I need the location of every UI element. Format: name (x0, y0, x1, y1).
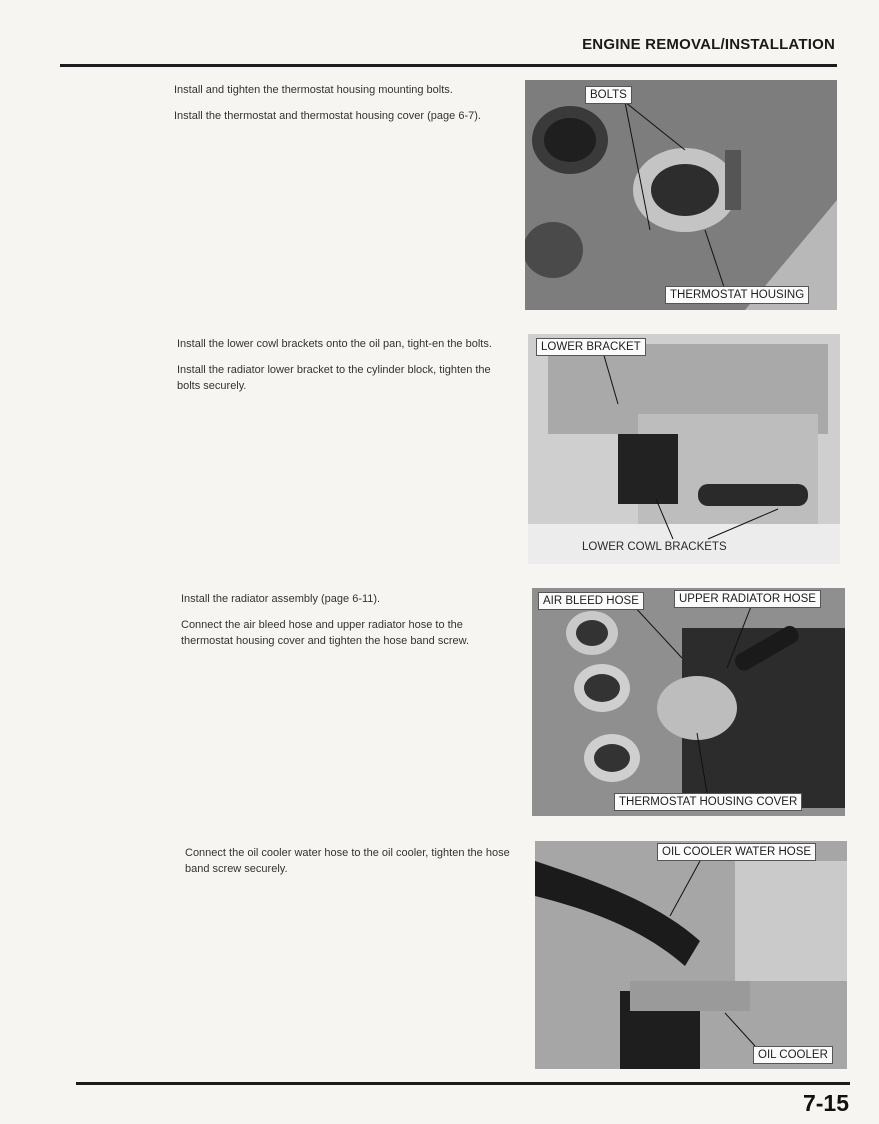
callout-thermostat-housing-cover: THERMOSTAT HOUSING COVER (614, 793, 802, 811)
step-2-paragraph-1: Install the lower cowl brackets onto the oil pan, tight-en the bolts. (177, 338, 492, 350)
photo-thermostat-housing (525, 80, 837, 310)
header-rule (60, 64, 837, 67)
step-4-text (185, 845, 519, 887)
step-1-paragraph-2: Install the thermostat and thermostat housing cover (page 6-7). (174, 110, 481, 122)
page-number: 7-15 (802, 1090, 849, 1116)
photo-radiator-hoses (532, 588, 845, 816)
step-4-paragraph-1: Connect the oil cooler water hose to the oil cooler, tighten the hose band screw securely. (185, 847, 510, 875)
photo-thermostat-housing-drawing (525, 80, 837, 310)
step-2-paragraph-2: Install the radiator lower bracket to the cylinder block, tighten the bolts securely. (177, 364, 491, 392)
callout-air-bleed-hose: AIR BLEED HOSE (538, 592, 644, 610)
step-3-paragraph-2: Connect the air bleed hose and upper radiator hose to the thermostat housing cover and tighten the hose band screw. (181, 619, 470, 647)
photo-radiator-hoses-drawing (532, 588, 845, 816)
callout-upper-radiator-hose: UPPER RADIATOR HOSE (674, 590, 821, 608)
footer-rule (76, 1082, 850, 1085)
step-1-text (174, 82, 508, 134)
photo-oil-cooler-drawing (535, 841, 847, 1069)
photo-oil-cooler (535, 841, 847, 1069)
step-2-text (177, 336, 513, 404)
step-3-text (181, 591, 515, 659)
page-header-title: ENGINE REMOVAL/INSTALLATION (582, 36, 835, 53)
callout-oil-cooler: OIL COOLER (753, 1046, 833, 1064)
callout-thermostat-housing: THERMOSTAT HOUSING (665, 286, 809, 304)
step-3-paragraph-1: Install the radiator assembly (page 6-11). (181, 593, 381, 605)
step-1-paragraph-1: Install and tighten the thermostat housing mounting bolts. (174, 84, 453, 96)
callout-lower-bracket: LOWER BRACKET (536, 338, 646, 356)
callout-bolts: BOLTS (585, 86, 632, 104)
callout-oil-cooler-water-hose: OIL COOLER WATER HOSE (657, 843, 816, 861)
photo-lower-brackets (528, 334, 840, 564)
callout-lower-cowl-brackets: LOWER COWL BRACKETS (582, 541, 727, 553)
photo-lower-brackets-drawing (528, 334, 840, 564)
